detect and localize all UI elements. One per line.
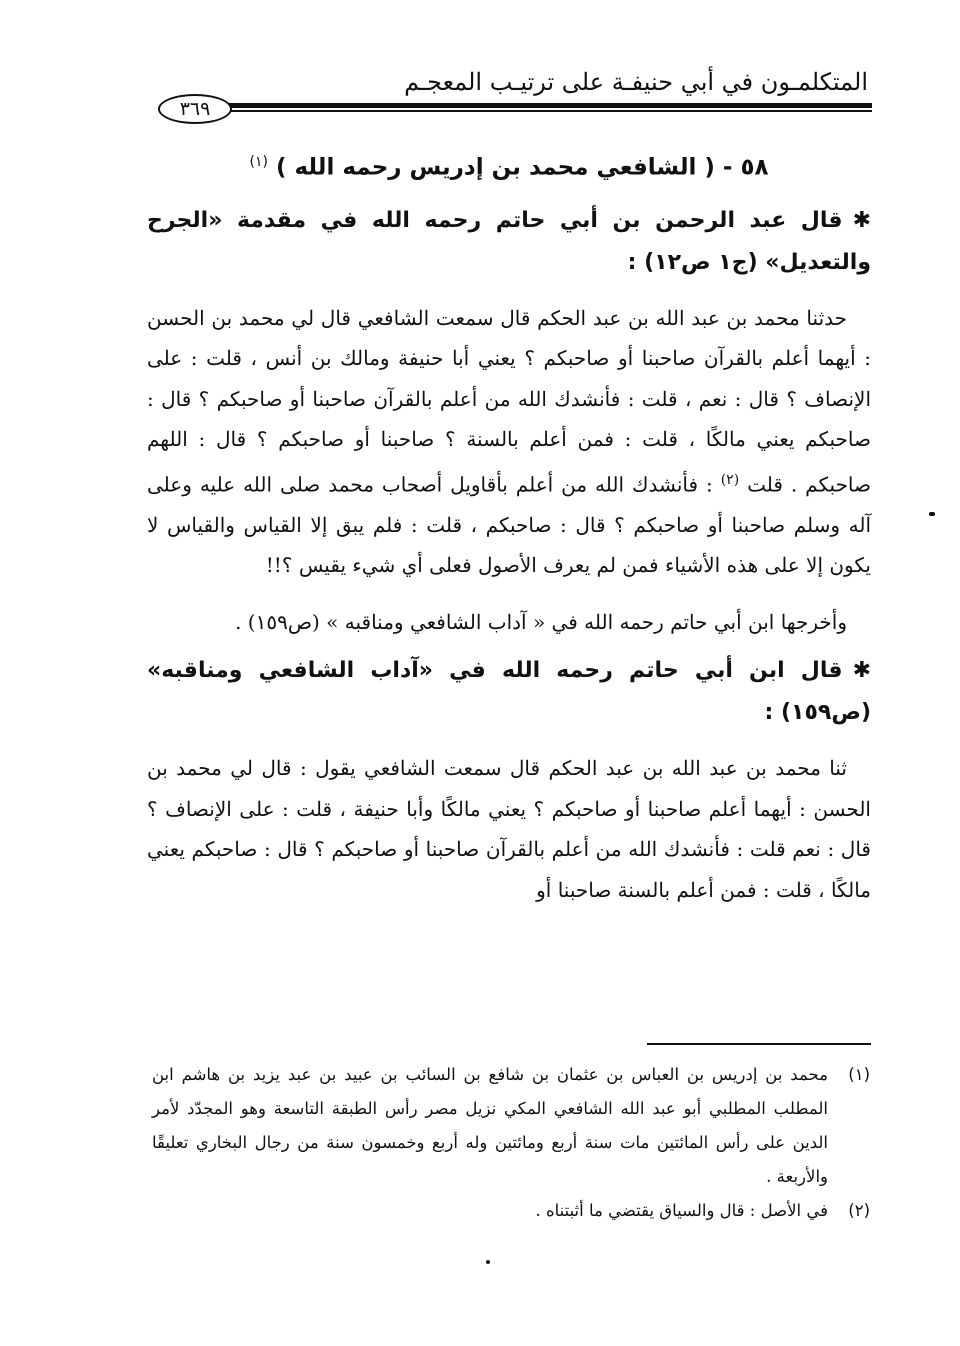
quote-heading-2-text: قال ابن أبي حاتم رحمه الله في «آداب الشافعي ومناقبه» (ص١٥٩) : bbox=[147, 658, 871, 726]
bullet-star-icon: ✱ bbox=[852, 207, 871, 233]
footnote-number: (٢) bbox=[848, 1201, 870, 1220]
footnote-ref-1[interactable]: (١) bbox=[249, 154, 268, 170]
footnote-ref-2[interactable]: (٢) bbox=[720, 471, 740, 488]
header-rule-thin bbox=[220, 110, 872, 112]
header-rule bbox=[220, 103, 872, 108]
narration-paragraph-2: وأخرجها ابن أبي حاتم رحمه الله في « آداب الشافعي ومناقبه » (ص١٥٩) . bbox=[235, 609, 847, 634]
quote-heading-1-text: قال عبد الرحمن بن أبي حاتم رحمه الله في مقدمة «الجرح والتعديل» (ج١ ص١٢) : bbox=[147, 207, 871, 275]
page-end-dot bbox=[486, 1260, 490, 1264]
footnote-number: (١) bbox=[848, 1065, 870, 1084]
footnote-item bbox=[152, 1058, 870, 1194]
running-title: المتكلمـون في أبي حنيفـة على ترتيـب المعجـم bbox=[404, 68, 868, 96]
section-title-text: ٥٨ - ( الشافعي محمد بن إدريس رحمه الله ) bbox=[275, 154, 769, 181]
narration-1-part-a: حدثنا محمد بن عبد الله بن عبد الحكم قال سمعت الشافعي قال لي محمد بن الحسن : أيهما أعلم بالقرآن صاحبنا أو صاحبكم ؟ يعني أبا حنيفة ومالك بن أنس ، قلت : على الإنصاف ؟ قال : نعم ، قلت : فأنشدك الله من أعلم بالقرآن صاحبنا أو صاحبكم ؟ قال : صاحبكم يعني مالكًا ، قلت : فمن أعلم بالسنة ؟ صاحبنا أو صاحبكم ؟ قال : اللهم صاحبكم . قلت bbox=[147, 305, 872, 497]
narration-1-part-b: : فأنشدك الله من أعلم بأقاويل أصحاب محمد صلى الله عليه وعلى آله وسلم صاحبنا أو صاحبكم ؟ قال : صاحبكم ، قلت : فلم يبق إلا القياس والقياس لا يكون إلا على هذه الأشياء فمن لم يعرف الأصول فعلى أي شيء يقيس ؟!! bbox=[147, 472, 871, 578]
page-header bbox=[150, 58, 872, 128]
narration-paragraph-1 bbox=[147, 298, 871, 586]
narration-paragraph-3: ثنا محمد بن عبد الله بن عبد الحكم قال سمعت الشافعي يقول : قال لي محمد بن الحسن : أيهما أعلم صاحبنا أو صاحبكم ؟ يعني مالكًا وأبا حنيفة ، قلت : على الإنصاف ؟ قال : نعم قلت : فأنشدك الله من أعلم بالقرآن صاحبنا أو صاحبكم ؟ قال : صاحبكم يعني مالكًا ، قلت : فمن أعلم بالسنة صاحبنا أو bbox=[147, 756, 871, 902]
page-number bbox=[158, 94, 232, 124]
page-number-text: ٣٦٩ bbox=[179, 98, 211, 120]
margin-mark bbox=[929, 512, 935, 516]
main-content bbox=[147, 140, 871, 926]
footnotes bbox=[152, 1058, 870, 1228]
footnote-text: في الأصل : قال والسياق يقتضي ما أثبتناه . bbox=[535, 1201, 828, 1220]
footnote-text: محمد بن إدريس بن العباس بن عثمان بن شافع بن السائب بن عبيد بن عبد يزيد بن هاشم ابن المطلب المطلبي أبو عبد الله الشافعي المكي نزيل مصر رأس الطبقة التاسعة وهو المجدّد لأمر الدين على رأس المائتين مات سنة أربع ومائتين وله أربع وخمسون سنة من رجال البخاري تعليقًا والأربعة . bbox=[152, 1065, 828, 1186]
footnote-item bbox=[152, 1194, 870, 1228]
bullet-star-icon: ✱ bbox=[852, 658, 871, 684]
quote-heading-2 bbox=[147, 650, 871, 734]
footnote-separator bbox=[647, 1043, 871, 1045]
section-title bbox=[147, 140, 871, 190]
quote-heading-1 bbox=[147, 200, 871, 284]
